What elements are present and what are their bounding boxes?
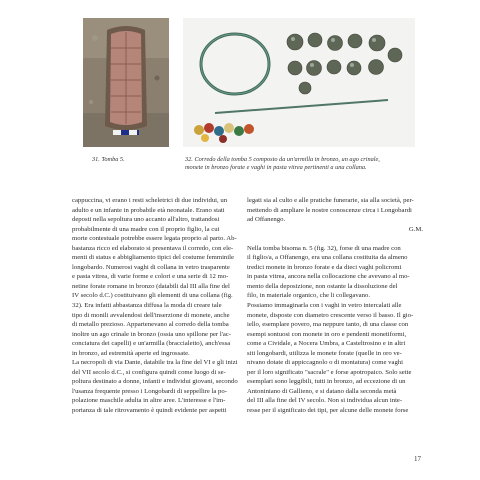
text-line: esempi sontuosi con monete in oro e pendenti monetiformi, [247,330,407,338]
text-line: resse per il significato dei tipi, per alcune delle monete forse [247,407,409,415]
text-line: e pasta vitrea, di varie forme e colori e una serie di 12 mo- [72,273,229,281]
text-line: probabilmente di una madre con il proprio figlio, la cui [72,225,220,233]
grave-goods-illustration [183,18,415,147]
text-line: come a Cividale, a Nocera Umbra, a Casteltrosino e in altri [247,340,406,348]
text-line: inoltre un ago crinale in bronzo (ossia uno spillone per l'ac- [72,330,232,338]
text-line: 32). Era infatti abbastanza diffusa la moda di creare tale [72,302,222,310]
text-line: in bronzo, ad estremità aperte ed ingrossate. [72,349,190,357]
text-line: bastanza ricco ed elaborato si presentava il corredo, con ele- [72,244,234,252]
figure-31-caption: 31. Tomba 5. [92,156,125,163]
text-line: Antoniniano di Gallieno, e si datano dalla seconda metà [247,387,397,395]
text-line: monete, disposte con diametro crescente verso il basso. Il gio- [247,311,414,319]
text-line: tredici monete in bronzo forate e da dieci vaghi policromi [247,263,402,271]
text-line: menti di status e abbigliamento tipici del costume femminile [72,254,234,262]
text-line: cappuccina, vi erano i resti scheletrici di due individui, un [72,197,228,204]
text-line: nivano dotate di appiccagnolo o di montatura) come vaghi [247,359,403,367]
caption-line: 32. Corredo della tomba 5 composto da un'armilla in bronzo, un ago crinale, [185,156,380,163]
text-line: l'usanza frequente presso i Longobardi di seppellire la po- [72,387,227,395]
text-line: tipo di monili avvalendosi dell'inserzione di monete, anche [72,311,230,319]
text-line: di metallo prezioso. Appartenevano al corredo della tomba [72,321,229,329]
text-line: portanza di tale ritrovamento è quindi evidente per aspetti [72,407,227,415]
paragraph-gap [247,234,423,244]
text-line: siti longobardi, utilizza le monete forate (quelle in oro ve- [247,349,402,357]
right-bottom-paragraph [247,244,423,416]
caption-line: monete in bronzo forate e vaghi in pasta vitrea pertinenti a una collana. [185,164,367,172]
text-line: filo, in materiale organico, che li collegavano. [247,292,370,300]
text-line: iello, esemplare povero, ma neppure tanto, di una classe con [247,321,409,329]
text-line: morte contestuale potrebbe essere legata proprio al parto. Ab- [72,235,237,243]
text-line: IV secolo d.C.) costituivano gli elementi di una collana (fig. [72,292,233,300]
text-line: mento della deposizione, non ostante la dissoluzione del [247,282,398,290]
tomb-5-illustration [83,18,169,147]
text-line: legati sia al culto e alle pratiche funerarie, sia alla società, per- [247,197,414,204]
text-line: deposti nella sepoltura uno accanto all'altro, trattandosi [72,216,220,224]
figure-32-caption [185,156,417,173]
text-line: conciatura dei capelli) e un'armilla (braccialetto), anch'essa [72,340,231,348]
author-signature: G.M. [408,225,423,233]
right-text-column [247,196,423,416]
text-line: ad Offanengo. [247,216,286,224]
right-top-paragraph [247,196,423,225]
text-line: netine forate romane in bronzo (databili dal III alla fine del [72,282,230,290]
text-line: poltura destinato a donne, infanti e individui giovani, secondo [72,378,238,386]
text-line: del VII secolo d.C., si configura quindi come luogo di se- [72,368,226,376]
text-line: longobardo. Numerosi vaghi di collana in vetro trasparente [72,263,230,271]
grave-goods-photo [183,18,415,147]
text-line: Nella tomba bisoma n. 5 (fig. 32), forse di una madre con [247,244,401,252]
text-line: in pasta vitrea, ancora nella collocazione che avevano al mo- [247,273,410,281]
text-line: il figlio/a, a Offanengo, era una collana costituita da almeno [247,254,408,262]
page-number: 17 [414,455,421,463]
tomb-5-photo [83,18,169,147]
left-text-column [72,196,248,416]
text-line: mettendo di ampliare le nostre conoscenze circa i Longobardi [247,206,412,214]
text-line: per il loro significato "sacrale" e forse apotropaico. Solo sette [247,368,412,376]
text-line: polazione maschile adulta in altre aree. L'interesse e l'im- [72,397,226,405]
text-line: La necropoli di via Dante, databile tra la fine del VI e gli inizi [72,359,238,367]
text-line: Possiamo immaginarla con i vaghi in vetro intercalati alle [247,302,402,310]
text-line: esemplari sono leggibili, tutti in bronzo, ad eccezione di un [247,378,406,386]
text-line: del III alla fine del IV secolo. Non si individua alcun inte- [247,397,403,405]
text-line: adulto e un infante in probabile età neonatale. Erano stati [72,206,225,214]
